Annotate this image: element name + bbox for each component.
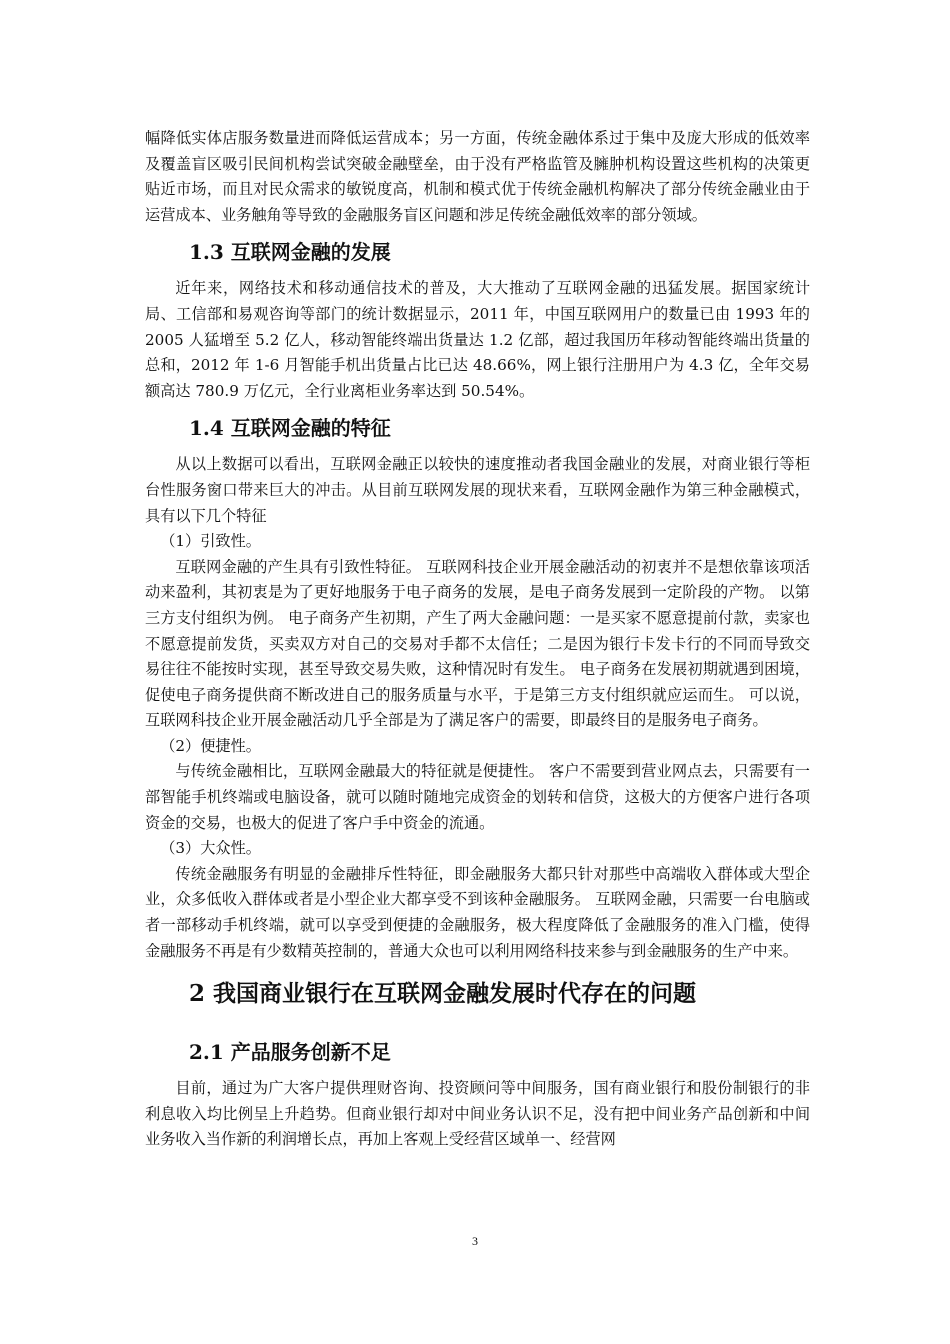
- paragraph-innovation: 目前，通过为广大客户提供理财咨询、投资顾问等中间服务，国有商业银行和股份制银行的非利息收入均比例呈上升趋势。但商业银行却对中间业务认识不足，没有把中间业务产品创新和中间业务收入当作新的利润增长点，再加上客观上受经营区域单一、经营网: [145, 1079, 810, 1149]
- list-item-1: （1）引致性。: [160, 532, 261, 551]
- heading-1-4: 1.4 互联网金融的特征: [189, 416, 391, 441]
- paragraph-intro-continued: 幅降低实体店服务数量进而降低运营成本；另一方面，传统金融体系过于集中及庞大形成的低效率及覆盖盲区吸引民间机构尝试突破金融壁垒，由于没有严格监管及臃肿机构设置这些机构的决策更贴近市场，而且对民众需求的敏锐度高，机制和模式优于传统金融机构解决了部分传统金融业由于运营成本、业务触角等导致的金融服务盲区问题和涉足传统金融低效率的部分领域。: [145, 129, 810, 224]
- paragraph-feature-2: 与传统金融相比，互联网金融最大的特征就是便捷性。 客户不需要到营业网点去，只需要有一部智能手机终端或电脑设备，就可以随时随地完成资金的划转和信贷，这极大的方便客户进行各项资金的交易，也极大的促进了客户手中资金的流通。: [145, 762, 810, 832]
- heading-2: 2 我国商业银行在互联网金融发展时代存在的问题: [189, 980, 697, 1008]
- list-item-2: （2）便捷性。: [160, 736, 261, 755]
- paragraph-development: 近年来，网络技术和移动通信技术的普及，大大推动了互联网金融的迅猛发展。据国家统计局、工信部和易观咨询等部门的统计数据显示，2011 年，中国互联网用户的数量已由 1993 年的 2005 人猛增至 5.2 亿人，移动智能终端出货量达 1.2 亿部，超过我国历年移动智能终端出货量的总和，2012 年 1-6 月智能手机出货量占比已达 48.66%，网上银行注册用户为 4.3 亿，全年交易额高达 780.9 万亿元，全行业离柜业务率达到 50.54%。: [145, 279, 810, 400]
- page-number: 3: [472, 1234, 478, 1248]
- heading-1-3: 1.3 互联网金融的发展: [189, 240, 391, 265]
- paragraph-feature-1: 互联网金融的产生具有引致性特征。 互联网科技企业开展金融活动的初衷并不是想依靠该项活动来盈利，其初衷是为了更好地服务于电子商务的发展，是电子商务发展到一定阶段的产物。 以第三方支付组织为例。 电子商务产生初期，产生了两大金融问题：一是买家不愿意提前付款，卖家也不愿意提前发货，买卖双方对自己的交易对手都不太信任；二是因为银行卡发卡行的不同而导致交易往往不能按时实现，甚至导致交易失败，这种情况时有发生。 电子商务在发展初期就遇到困境，促使电子商务提供商不断改进自己的服务质量与水平，于是第三方支付组织就应运而生。 可以说，互联网科技企业开展金融活动几乎全部是为了满足客户的需要，即最终目的是服务电子商务。: [145, 557, 810, 730]
- heading-2-1: 2.1 产品服务创新不足: [189, 1040, 391, 1065]
- paragraph-features-intro: 从以上数据可以看出，互联网金融正以较快的速度推动者我国金融业的发展，对商业银行等柜台性服务窗口带来巨大的冲击。从目前互联网发展的现状来看，互联网金融作为第三种金融模式，具有以下几个特征: [145, 455, 810, 525]
- document-body: [145, 126, 810, 1153]
- list-item-3: （3）大众性。: [160, 839, 261, 858]
- paragraph-feature-3: 传统金融服务有明显的金融排斥性特征，即金融服务大都只针对那些中高端收入群体或大型企业，众多低收入群体或者是小型企业大都享受不到该种金融服务。 互联网金融，只需要一台电脑或者一部移动手机终端，就可以享受到便捷的金融服务，极大程度降低了金融服务的准入门槛，使得金融服务不再是有少数精英控制的，普通大众也可以利用网络科技来参与到金融服务的生产中来。: [145, 864, 810, 960]
